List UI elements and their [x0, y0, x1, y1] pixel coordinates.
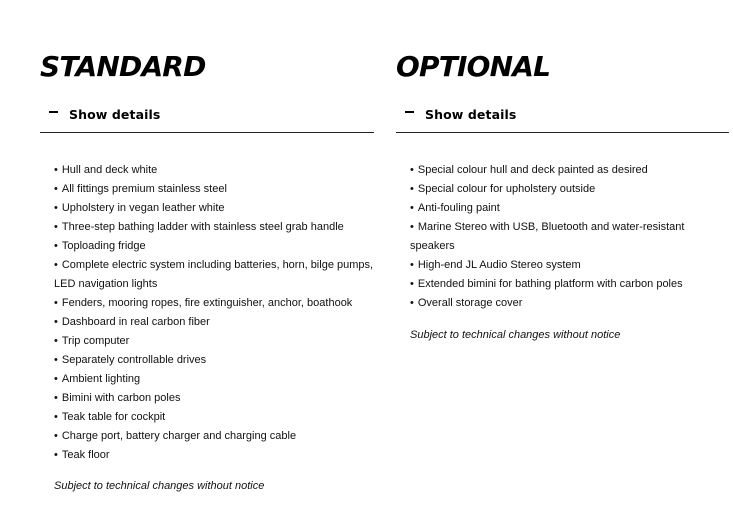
list-item	[54, 199, 374, 218]
list-item	[54, 180, 374, 199]
list-item	[410, 275, 729, 294]
list-item-text: Special colour for upholstery outside	[417, 183, 596, 195]
list-item-text: Complete electric system including batteries, horn, bilge pumps, LED navigation lights	[54, 259, 374, 290]
list-item-text: Extended bimini for bathing platform with carbon poles	[417, 278, 683, 290]
list-item	[54, 446, 374, 465]
bullet-icon: •	[54, 373, 58, 385]
list-item-text: Special colour hull and deck painted as desired	[417, 164, 648, 176]
optional-show-details-toggle[interactable]	[405, 104, 516, 124]
list-item-text: Dashboard in real carbon fiber	[61, 316, 210, 328]
bullet-icon: •	[54, 335, 58, 347]
bullet-icon: •	[54, 164, 58, 176]
standard-feature-list	[54, 161, 374, 465]
list-item-text: High-end JL Audio Stereo system	[417, 259, 581, 271]
list-item-text: Anti-fouling paint	[417, 202, 500, 214]
list-item-text: Upholstery in vegan leather white	[61, 202, 225, 214]
list-item	[410, 180, 729, 199]
bullet-icon: •	[410, 221, 414, 233]
bullet-icon: •	[54, 430, 58, 442]
list-item	[54, 161, 374, 180]
bullet-icon: •	[54, 259, 58, 271]
list-item-text: Teak floor	[61, 449, 110, 461]
list-item	[410, 218, 729, 256]
list-item	[410, 256, 729, 275]
bullet-icon: •	[410, 278, 414, 290]
standard-show-details-label: Show details	[69, 106, 161, 122]
list-item	[54, 256, 374, 294]
minus-icon	[405, 111, 414, 113]
optional-divider	[396, 132, 729, 133]
bullet-icon: •	[410, 164, 414, 176]
list-item-text: Three-step bathing ladder with stainless steel grab handle	[61, 221, 344, 233]
standard-show-details-toggle[interactable]	[49, 104, 160, 124]
bullet-icon: •	[54, 392, 58, 404]
list-item	[54, 237, 374, 256]
bullet-icon: •	[410, 183, 414, 195]
list-item-text: Toploading fridge	[61, 240, 146, 252]
list-item	[54, 370, 374, 389]
list-item	[410, 294, 729, 313]
standard-divider	[40, 132, 374, 133]
list-item	[410, 161, 729, 180]
bullet-icon: •	[54, 202, 58, 214]
bullet-icon: •	[54, 411, 58, 423]
list-item-text: Overall storage cover	[417, 297, 523, 309]
list-item	[54, 351, 374, 370]
optional-notice: Subject to technical changes without notice	[410, 329, 621, 341]
list-item	[54, 218, 374, 237]
list-item-text: All fittings premium stainless steel	[61, 183, 227, 195]
list-item-text: Charge port, battery charger and charging cable	[61, 430, 297, 442]
bullet-icon: •	[54, 354, 58, 366]
bullet-icon: •	[54, 297, 58, 309]
list-item-text: Fenders, mooring ropes, fire extinguisher, anchor, boathook	[61, 297, 353, 309]
bullet-icon: •	[410, 297, 414, 309]
list-item-text: Trip computer	[61, 335, 130, 347]
bullet-icon: •	[54, 240, 58, 252]
bullet-icon: •	[410, 202, 414, 214]
list-item-text: Teak table for cockpit	[61, 411, 166, 423]
bullet-icon: •	[54, 449, 58, 461]
bullet-icon: •	[54, 221, 58, 233]
standard-notice: Subject to technical changes without notice	[54, 480, 265, 492]
standard-heading: STANDARD	[40, 50, 206, 83]
optional-show-details-label: Show details	[425, 106, 517, 122]
list-item	[54, 332, 374, 351]
bullet-icon: •	[54, 316, 58, 328]
list-item-text: Bimini with carbon poles	[61, 392, 181, 404]
list-item	[54, 313, 374, 332]
optional-feature-list	[410, 161, 729, 313]
bullet-icon: •	[410, 259, 414, 271]
bullet-icon: •	[54, 183, 58, 195]
list-item	[54, 294, 374, 313]
list-item-text: Hull and deck white	[61, 164, 158, 176]
list-item-text: Separately controllable drives	[61, 354, 207, 366]
list-item	[54, 389, 374, 408]
list-item-text: Marine Stereo with USB, Bluetooth and water-resistant speakers	[410, 221, 685, 252]
optional-heading: OPTIONAL	[396, 50, 551, 83]
list-item-text: Ambient lighting	[61, 373, 141, 385]
list-item	[410, 199, 729, 218]
minus-icon	[49, 111, 58, 113]
list-item	[54, 427, 374, 446]
list-item	[54, 408, 374, 427]
